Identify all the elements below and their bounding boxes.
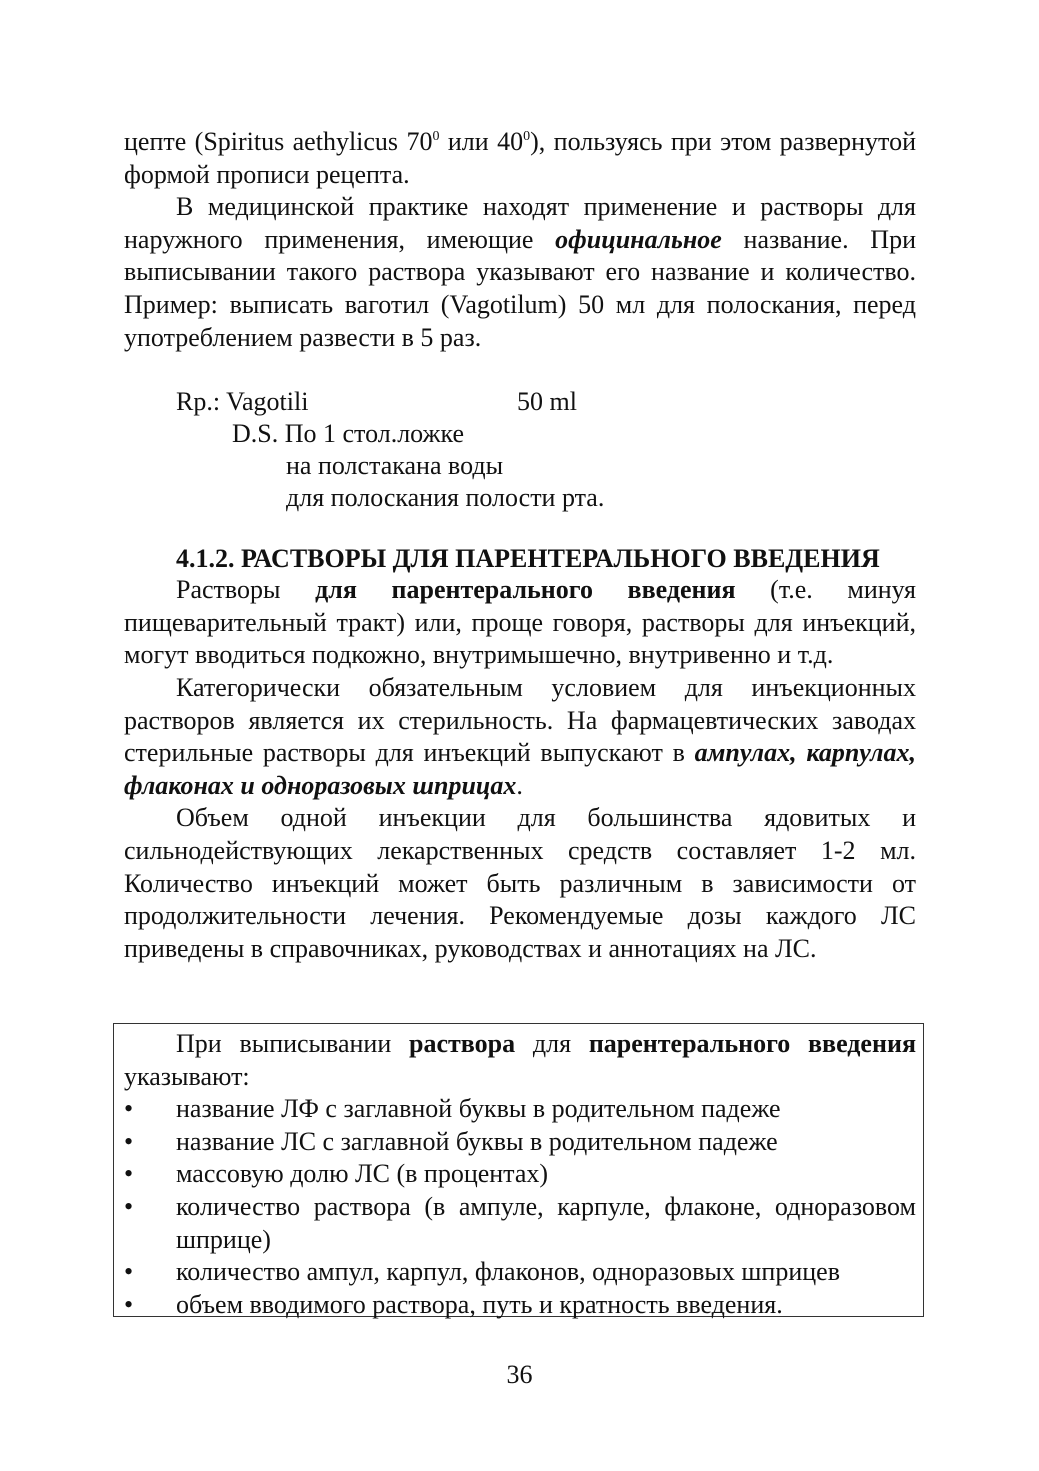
page-number: 36 xyxy=(506,1360,533,1389)
page-body xyxy=(124,126,916,965)
bullet-icon: • xyxy=(124,1094,134,1124)
paragraph-external-solutions xyxy=(124,191,916,354)
list-item-text: название ЛФ с заглавной буквы в родительном падеже xyxy=(176,1094,781,1124)
degree-superscript: 0 xyxy=(432,129,440,144)
summary-box-intro xyxy=(124,1028,916,1093)
paragraph-injection-volume: Объем одной инъекции для большинства ядовитых и сильнодействующих лекарственных средств составляет 1-2 мл. Количество инъекций может быть различным в зависимости от продолжительности лечения. Рекомендуемые дозы каждого ЛС приведены в справочниках, руководствах и аннотациях на ЛС. xyxy=(124,803,916,963)
rx-signa-line: на полстакана воды xyxy=(286,451,504,481)
rx-signa: D.S. По 1 стол.ложке xyxy=(232,419,465,449)
emphasis-officinal: официнальное xyxy=(555,224,722,254)
rx-signa-line: для полоскания полости рта. xyxy=(286,483,605,513)
bold-term: раствора xyxy=(409,1029,516,1058)
list-item xyxy=(124,1093,916,1126)
bullet-icon: • xyxy=(124,1126,134,1156)
text-span: Растворы xyxy=(176,575,316,605)
text-span: название. При выписывании такого раствора указывают его название и количество. Пример: выписать ваготил (Vagotilum) 50 мл для полоскания, перед употреблением развести в 5 раз. xyxy=(124,224,916,352)
prescription-example xyxy=(124,386,916,514)
intro-paragraph xyxy=(124,126,916,191)
bullet-icon: • xyxy=(124,1257,134,1287)
summary-box xyxy=(113,1023,924,1317)
rx-quantity: 50 ml xyxy=(517,387,577,417)
list-item xyxy=(124,1126,916,1159)
text-span: . xyxy=(516,770,523,800)
text-span: для xyxy=(515,1029,589,1058)
text-span: ), пользуясь при этом развернутой формой прописи рецепта. xyxy=(124,127,916,189)
text-span: Категорически обязательным условием для инъекционных растворов является их стерильность. На фармацевтических заводах стерильные растворы для инъекций выпускают в xyxy=(124,672,916,768)
emphasis-containers: ампулах, карпулах, флаконах и одноразовых шприцах xyxy=(124,738,916,800)
bullet-icon: • xyxy=(124,1191,134,1221)
list-item-text: количество ампул, карпул, флаконов, одноразовых шприцев xyxy=(176,1257,840,1287)
bullet-icon: • xyxy=(124,1159,134,1189)
text-span: При выписывании xyxy=(176,1029,410,1058)
text-span: указывают: xyxy=(124,1061,250,1091)
list-item xyxy=(124,1289,916,1322)
summary-box-content xyxy=(124,1028,916,1321)
text-span: цепте (Spiritus aethylicus 70 xyxy=(124,127,433,156)
bold-term: для парентерального введения xyxy=(315,575,736,605)
bullet-icon: • xyxy=(124,1289,134,1319)
section-heading: 4.1.2. РАСТВОРЫ ДЛЯ ПАРЕНТЕРАЛЬНОГО ВВЕДЕНИЯ xyxy=(176,544,880,574)
bold-term: парентерального введения xyxy=(588,1029,917,1058)
list-item xyxy=(124,1256,916,1289)
list-item-text: массовую долю ЛС (в процентах) xyxy=(176,1159,549,1189)
list-item-text: название ЛС с заглавной буквы в родительном падеже xyxy=(176,1126,778,1156)
degree-superscript: 0 xyxy=(523,129,531,144)
text-span: В медицинской практике находят применение и растворы для наружного применения, имеющие xyxy=(124,192,916,254)
list-item xyxy=(124,1158,916,1191)
list-item-text: объем вводимого раствора, путь и кратность введения. xyxy=(176,1289,783,1319)
paragraph-sterility xyxy=(124,672,916,802)
rx-line: Rp.: Vagotili xyxy=(176,387,309,417)
list-item xyxy=(124,1191,916,1256)
list-item-text: количество раствора (в ампуле, карпуле, флаконе, одноразовом шприце) xyxy=(176,1191,916,1254)
text-span: (т.е. минуя пищеварительный тракт) или, проще говоря, растворы для инъекций, могут вводиться подкожно, внутримышечно, внутривенно и т.д. xyxy=(124,575,916,670)
paragraph-parenteral-definition xyxy=(124,574,916,672)
text-span: или 40 xyxy=(439,127,524,156)
